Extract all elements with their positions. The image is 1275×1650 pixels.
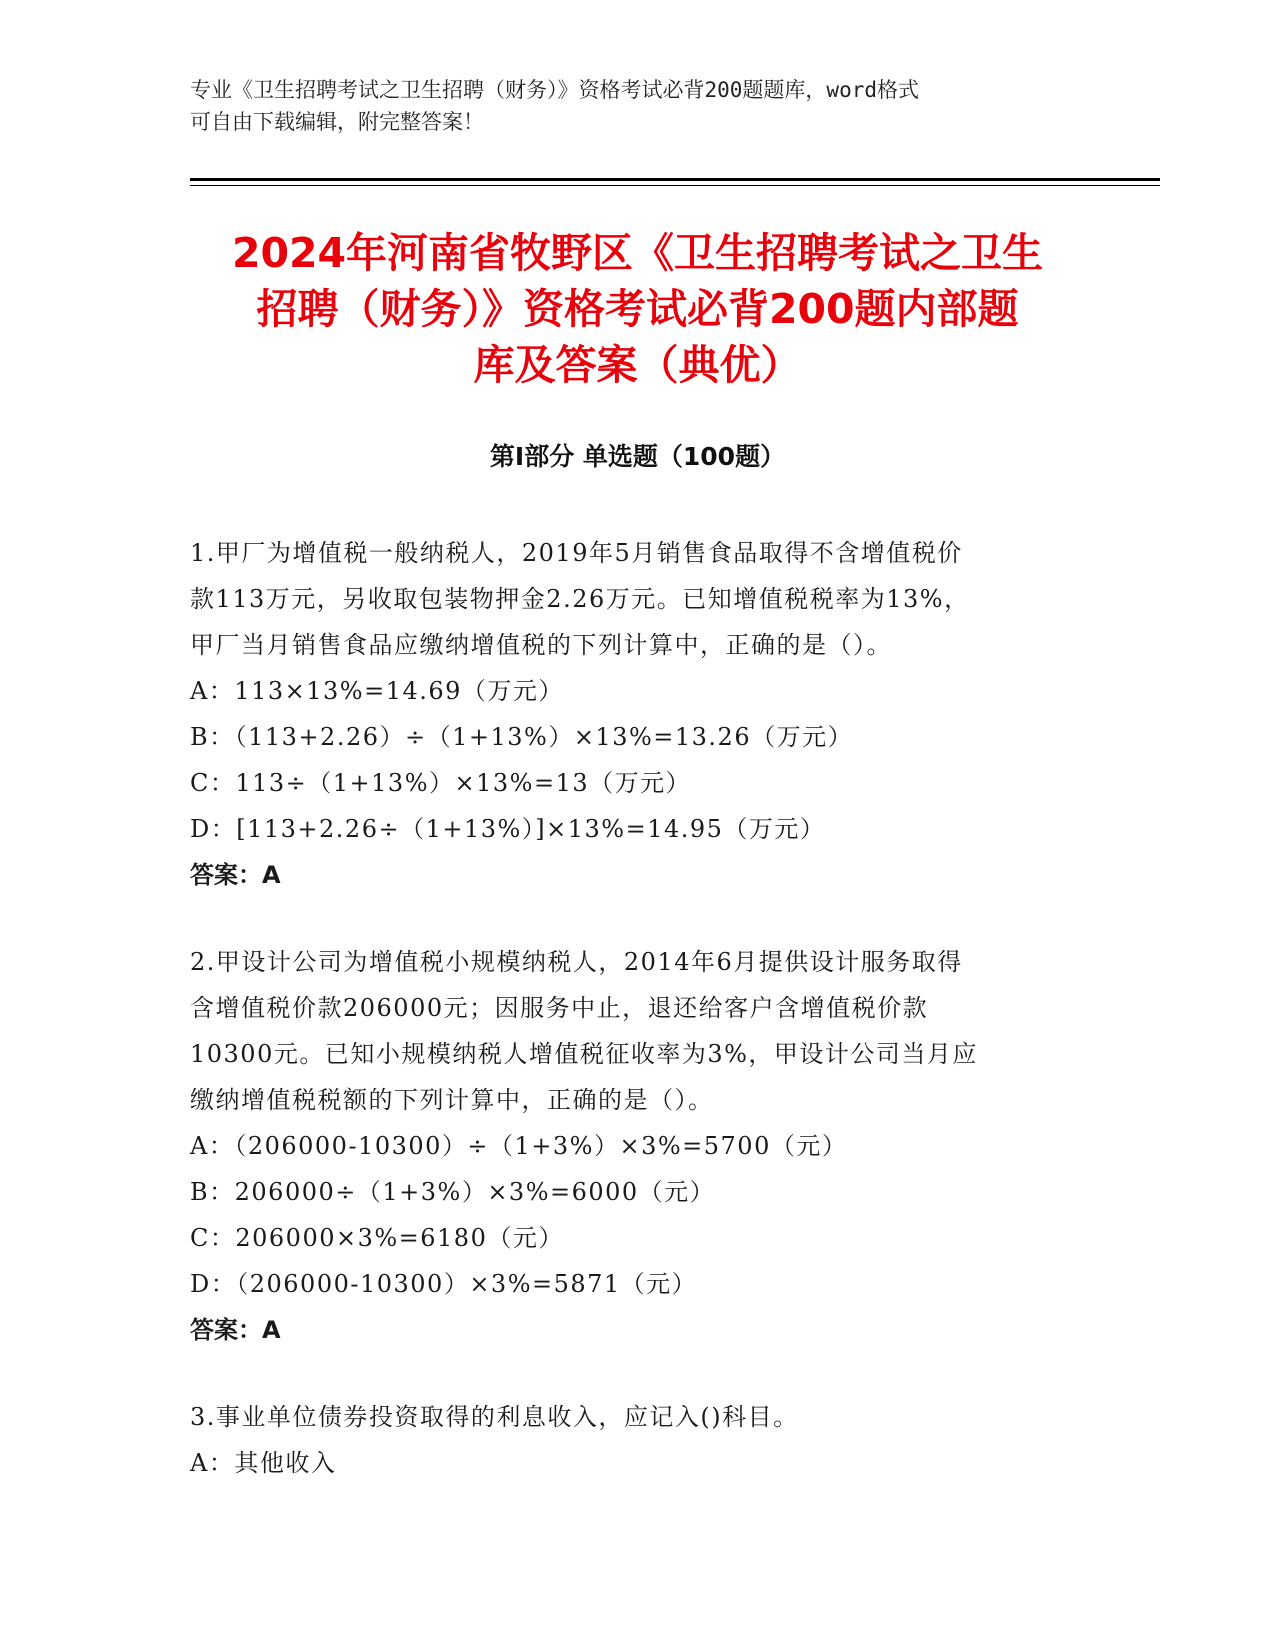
document-title bbox=[150, 225, 1125, 393]
question-stem-line: 2.甲设计公司为增值税小规模纳税人，2014年6月提供设计服务取得 bbox=[190, 948, 963, 976]
section-heading: 第Ⅰ部分 单选题（100题） bbox=[489, 442, 786, 471]
answer-label: 答案：A bbox=[190, 1316, 281, 1344]
header-note-line: 专业《卫生招聘考试之卫生招聘（财务）》资格考试必背200题题库，word格式 bbox=[190, 78, 919, 102]
question-stem-line: 3.事业单位债券投资取得的利息收入，应记入()科目。 bbox=[190, 1403, 799, 1431]
answer-label: 答案：A bbox=[190, 861, 281, 889]
question-stem-line: 甲厂当月销售食品应缴纳增值税的下列计算中，正确的是（）。 bbox=[190, 631, 892, 659]
question-list bbox=[190, 530, 1110, 1527]
option-d: D：[113+2.26÷（1+13%）]×13%=14.95（万元） bbox=[190, 815, 826, 843]
question-stem-line: 缴纳增值税税额的下列计算中，正确的是（）。 bbox=[190, 1086, 714, 1114]
header-divider-thin bbox=[190, 185, 1160, 186]
header-divider-thick bbox=[190, 178, 1160, 181]
option-a: A：113×13%=14.69（万元） bbox=[190, 677, 564, 705]
title-line: 招聘（财务）》资格考试必背200题内部题 bbox=[256, 285, 1019, 333]
header-note bbox=[190, 74, 1090, 138]
question-3 bbox=[190, 1394, 1110, 1486]
question-stem-line: 1.甲厂为增值税一般纳税人，2019年5月销售食品取得不含增值税价 bbox=[190, 539, 963, 567]
title-line: 库及答案（典优） bbox=[473, 341, 802, 389]
option-b: B：206000÷（1+3%）×3%=6000（元） bbox=[190, 1178, 716, 1206]
question-1 bbox=[190, 530, 1110, 898]
title-line: 2024年河南省牧野区《卫生招聘考试之卫生 bbox=[231, 229, 1044, 277]
question-stem-line: 款113万元，另收取包装物押金2.26万元。已知增值税税率为13%， bbox=[190, 585, 970, 613]
option-a: A：其他收入 bbox=[190, 1449, 337, 1477]
option-b: B：（113+2.26）÷（1+13%）×13%=13.26（万元） bbox=[190, 723, 854, 751]
option-d: D：（206000-10300）×3%=5871（元） bbox=[190, 1270, 698, 1298]
option-c: C：206000×3%=6180（元） bbox=[190, 1224, 564, 1252]
header-note-line: 可自由下载编辑，附完整答案！ bbox=[190, 110, 484, 134]
option-a: A：（206000-10300）÷（1+3%）×3%=5700（元） bbox=[190, 1132, 848, 1160]
question-2 bbox=[190, 939, 1110, 1353]
question-stem-line: 10300元。已知小规模纳税人增值税征收率为3%，甲设计公司当月应 bbox=[190, 1040, 978, 1068]
option-c: C：113÷（1+13%）×13%=13（万元） bbox=[190, 769, 692, 797]
question-stem-line: 含增值税价款206000元；因服务中止，退还给客户含增值税价款 bbox=[190, 994, 929, 1022]
